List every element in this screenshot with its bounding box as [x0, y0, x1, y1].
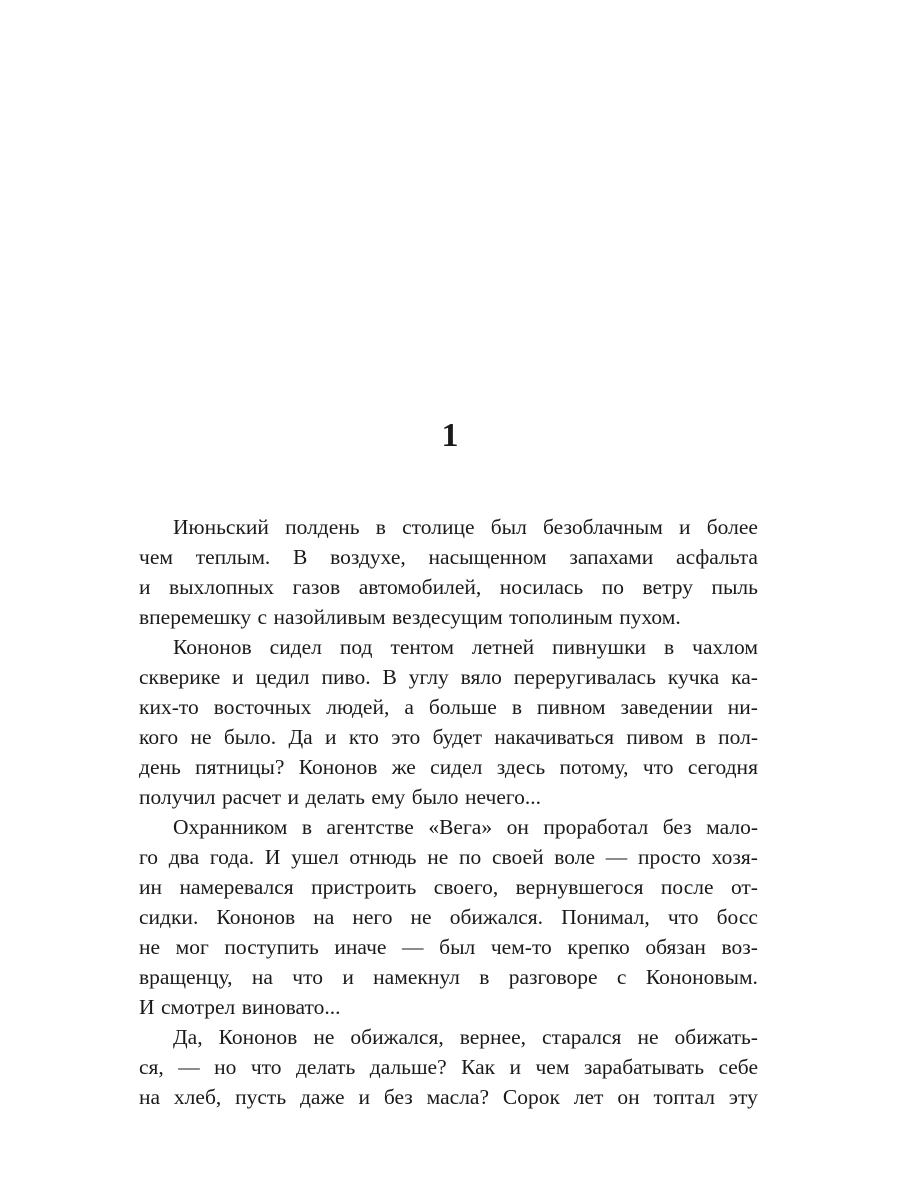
chapter-number: 1	[441, 417, 459, 454]
text-line: Кононов сидел под тентом летней пивнушки в чахлом	[173, 635, 758, 659]
text-line: сидки. Кононов на него не обижался. Понимал, что босс	[139, 905, 758, 929]
text-line: И смотрел виновато...	[139, 995, 341, 1019]
text-line: Июньский полдень в столице был безоблачным и более	[173, 515, 758, 539]
text-line: ин намеревался пристроить своего, вернувшегося после от-	[139, 875, 758, 899]
text-line: ся, — но что делать дальше? Как и чем зарабатывать себе	[139, 1055, 758, 1079]
text-line: вращенцу, на что и намекнул в разговоре с Кононовым.	[139, 965, 758, 989]
text-line: Да, Кононов не обижался, вернее, старался не обижать-	[173, 1025, 758, 1049]
text-line: скверике и цедил пиво. В углу вяло переругивалась кучка ка-	[139, 665, 758, 689]
text-line: на хлеб, пусть даже и без масла? Сорок лет он топтал эту	[139, 1085, 758, 1109]
text-line: и выхлопных газов автомобилей, носилась по ветру пыль	[139, 575, 758, 599]
chapter-body-text	[139, 512, 758, 1112]
text-line: ких-то восточных людей, а больше в пивном заведении ни-	[139, 695, 758, 719]
text-line: чем теплым. В воздухе, насыщенном запахами асфальта	[139, 545, 758, 569]
text-line: день пятницы? Кононов же сидел здесь потому, что сегодня	[139, 755, 758, 779]
text-line: не мог поступить иначе — был чем-то крепко обязан воз-	[139, 935, 758, 959]
text-line: получил расчет и делать ему было нечего...	[139, 785, 542, 809]
text-line: вперемешку с назойливым вездесущим тополиным пухом.	[139, 605, 681, 629]
text-line: Охранником в агентстве «Вега» он проработал без мало-	[173, 815, 758, 839]
text-line: кого не было. Да и кто это будет накачиваться пивом в пол-	[139, 725, 758, 749]
text-line: го два года. И ушел отнюдь не по своей воле — просто хозя-	[139, 845, 758, 869]
